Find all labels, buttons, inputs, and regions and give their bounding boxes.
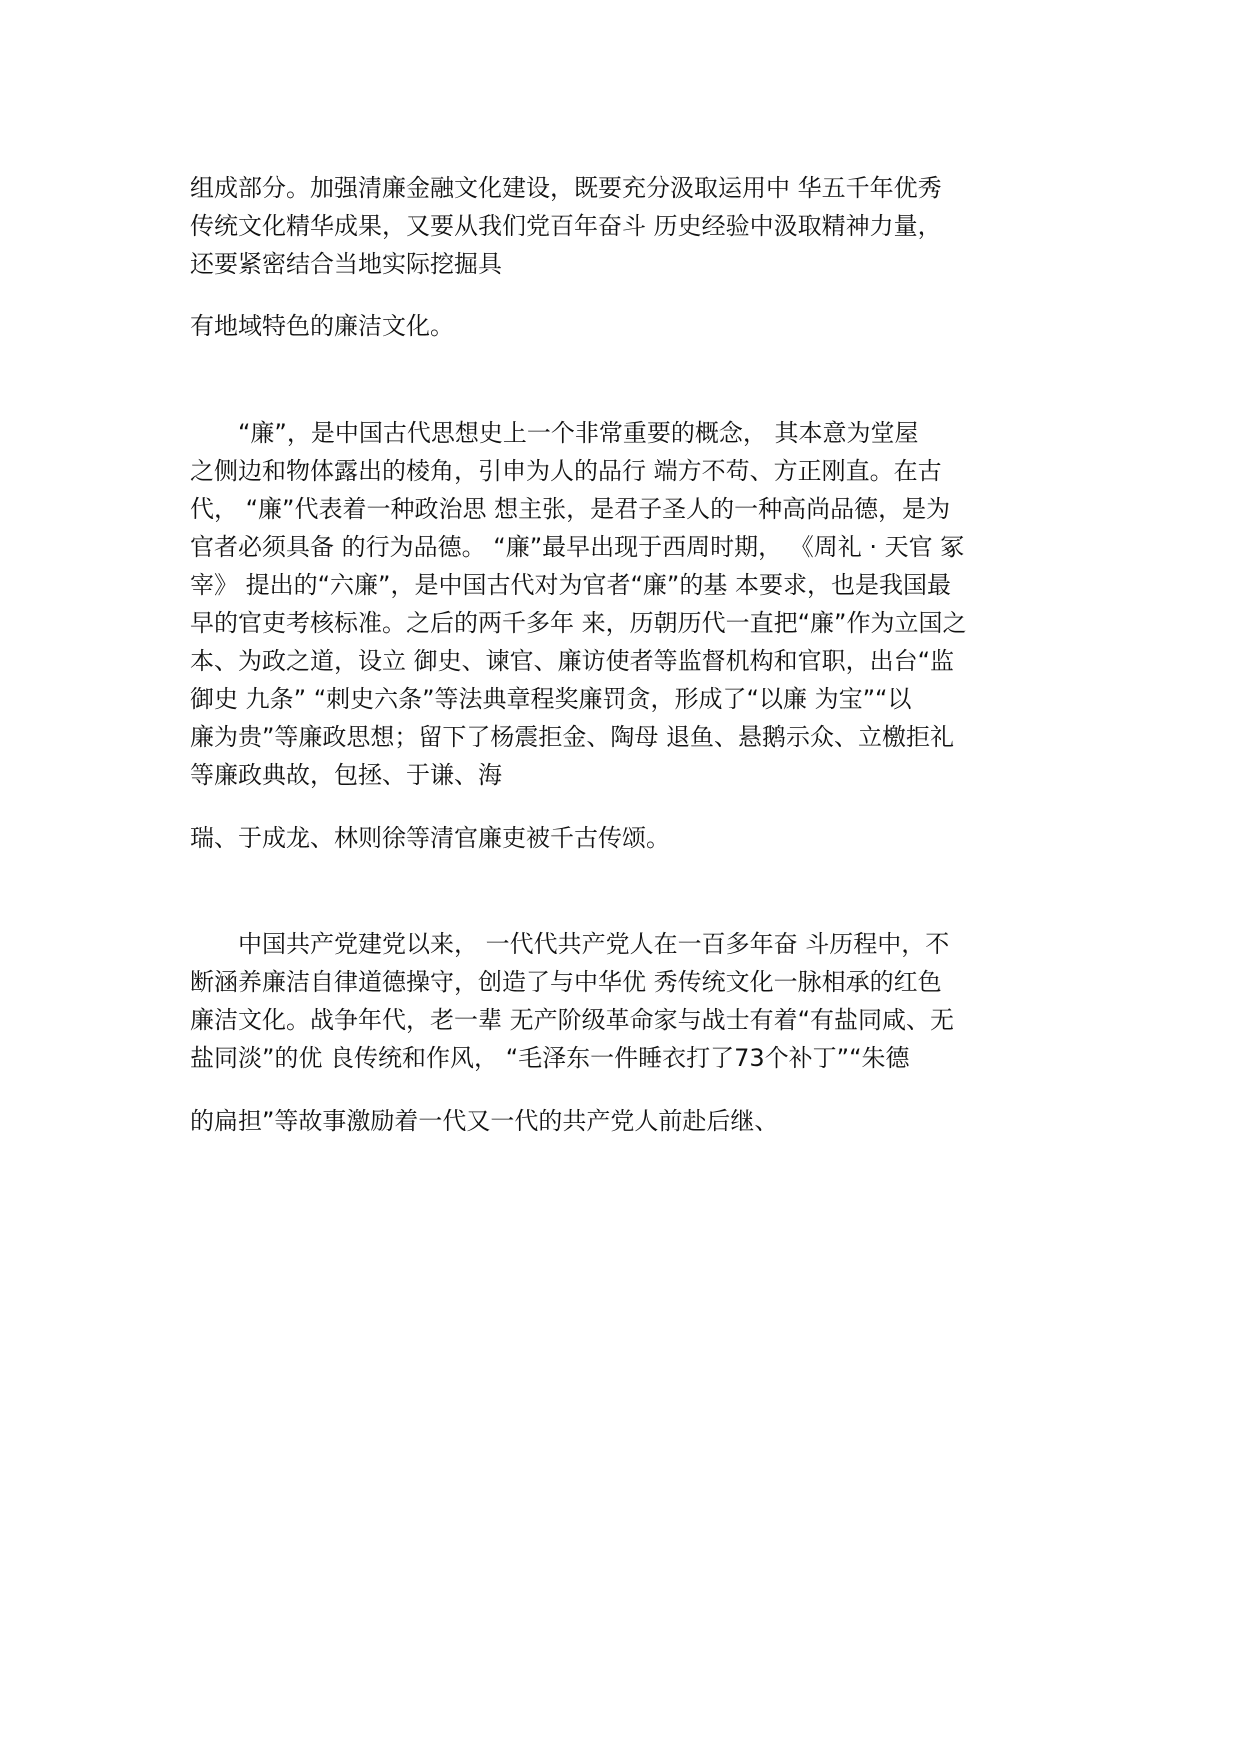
text-line: 廉为贵”等廉政思想；留下了杨震拒金、陶母 退鱼、悬鹅示众、立檄拒礼 (190, 723, 955, 751)
text-line: 廉洁文化。战争年代，老一辈 无产阶级革命家与战士有着“有盐同咸、无 (190, 1006, 955, 1034)
text-line: 瑞、于成龙、林则徐等清官廉吏被千古传颂。 (190, 824, 670, 852)
text-line: 早的官吏考核标准。之后的两千多年 来，历朝历代一直把“廉”作为立国之 (190, 609, 967, 637)
text-line: 组成部分。加强清廉金融文化建设，既要充分汲取运用中 华五千年优秀 (190, 174, 942, 202)
text-line: 等廉政典故，包拯、于谦、海 (190, 761, 502, 789)
text-line: 本、为政之道，设立 御史、谏官、廉访使者等监督机构和官职，出台“监 (190, 647, 955, 675)
text-line: 官者必须具备 的行为品德。 “廉”最早出现于西周时期， 《周礼 · 天官 冢 (190, 533, 965, 561)
text-line: “廉”，是中国古代思想史上一个非常重要的概念， 其本意为堂屋 (190, 419, 919, 447)
text-line: 断涵养廉洁自律道德操守，创造了与中华优 秀传统文化一脉相承的红色 (190, 968, 942, 996)
text-line: 中国共产党建党以来， 一代代共产党人在一百多年奋 斗历程中，不 (190, 930, 950, 958)
text-line: 的扁担”等故事激励着一代又一代的共产党人前赴后继、 (190, 1107, 779, 1135)
text-line: 还要紧密结合当地实际挖掘具 (190, 250, 502, 278)
text-line: 传统文化精华成果，又要从我们党百年奋斗 历史经验中汲取精神力量， (190, 212, 942, 240)
text-line: 之侧边和物体露出的棱角，引申为人的品行 端方不苟、方正刚直。在古 (190, 457, 942, 485)
text-line: 代， “廉”代表着一种政治思 想主张，是君子圣人的一种高尚品德，是为 (190, 495, 951, 523)
text-line: 有地域特色的廉洁文化。 (190, 312, 454, 340)
text-line: 御史 九条” “刺史六条”等法典章程奖廉罚贪，形成了“以廉 为宝”“以 (190, 685, 912, 713)
text-line: 盐同淡”的优 良传统和作风， “毛泽东一件睡衣打了73个补丁”“朱德 (190, 1044, 910, 1072)
text-line: 宰》 提出的“六廉”，是中国古代对为官者“廉”的基 本要求，也是我国最 (190, 571, 951, 599)
